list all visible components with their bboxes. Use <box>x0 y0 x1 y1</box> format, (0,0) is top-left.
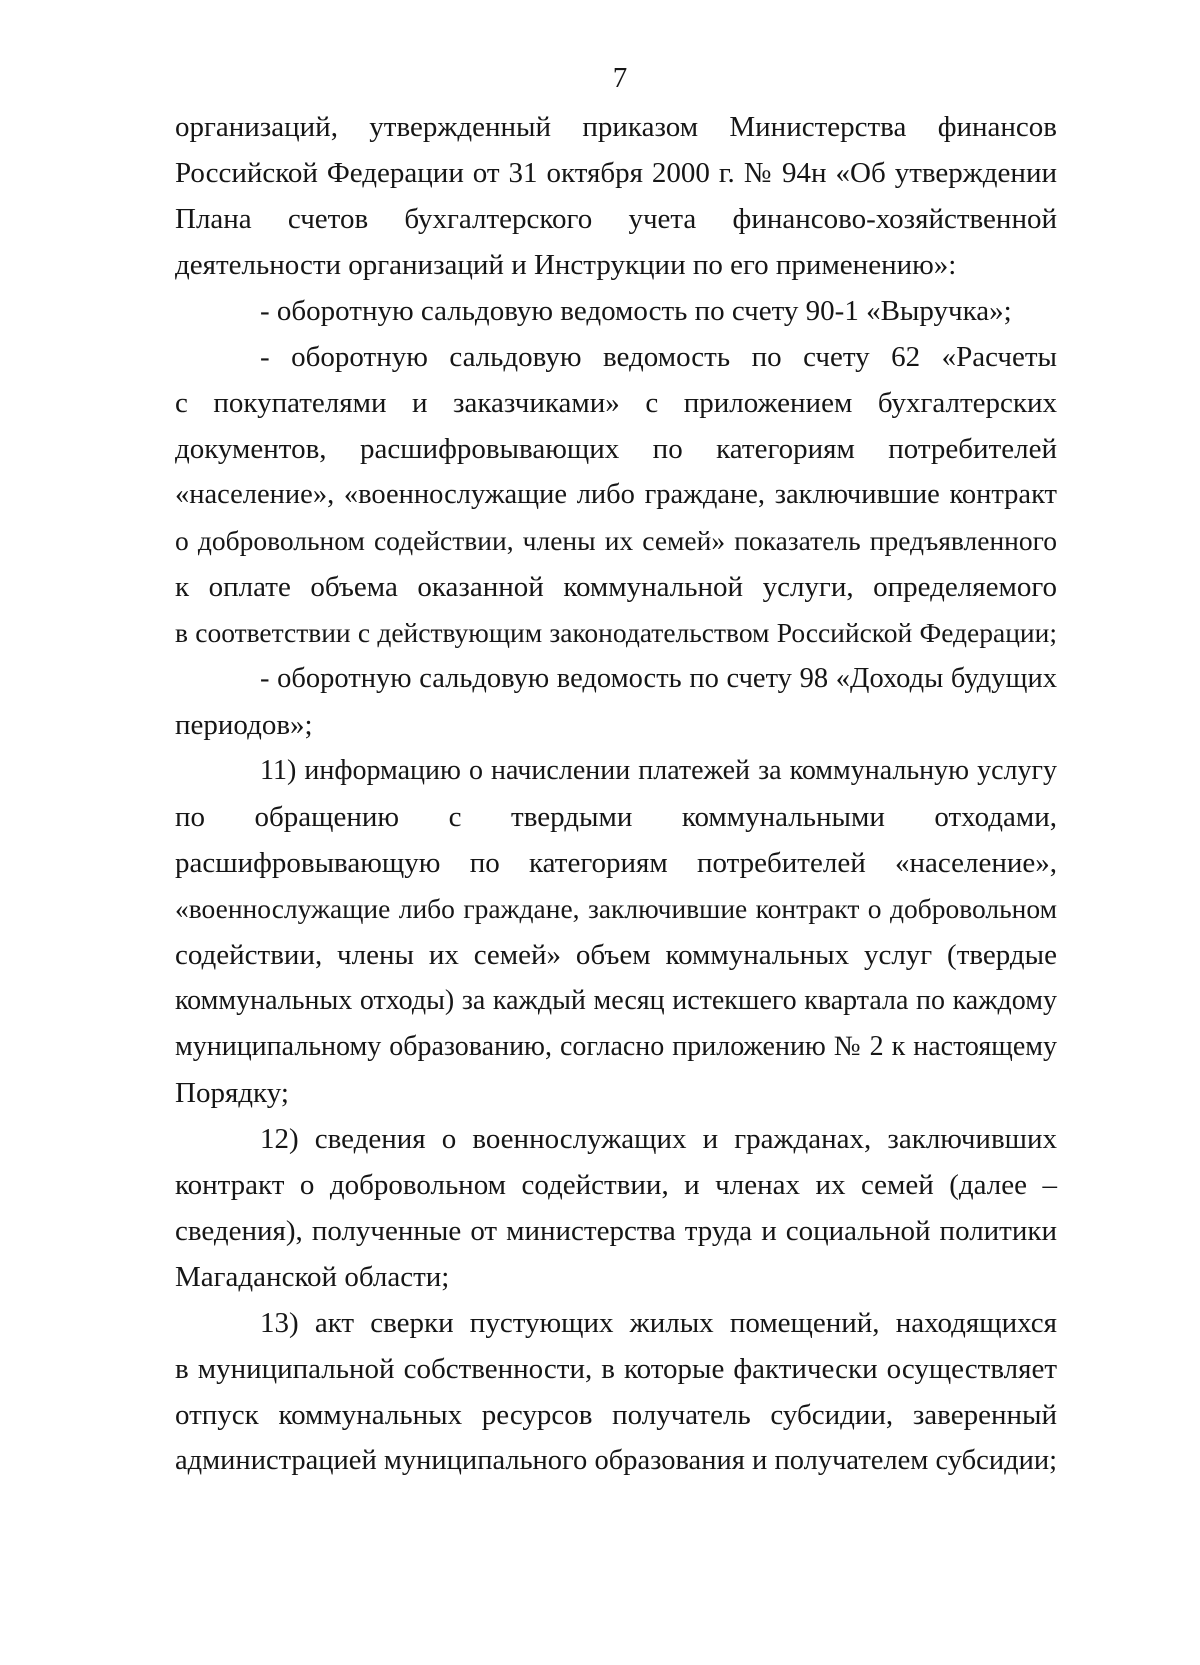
text-line: муниципальному образованию, согласно приложению № 2 к настоящему <box>175 1031 1057 1062</box>
text-line: к оплате объема оказанной коммунальной услуги, определяемого <box>175 571 1057 603</box>
text-line: коммунальных отходы) за каждый месяц истекшего квартала по каждому <box>175 985 1057 1016</box>
text-line: - оборотную сальдовую ведомость по счету 62 «Расчеты <box>260 341 1057 373</box>
text-line: о добровольном содействии, члены их семей» показатель предъявленного <box>175 525 1057 556</box>
text-line: - оборотную сальдовую ведомость по счету 98 «Доходы будущих <box>260 663 1057 694</box>
text-line: «население», «военнослужащие либо граждане, заключившие контракт <box>175 479 1057 510</box>
text-line: Магаданской области; <box>175 1261 450 1293</box>
text-line: отпуск коммунальных ресурсов получатель субсидии, заверенный <box>175 1399 1057 1431</box>
text-line: периодов»; <box>175 709 313 741</box>
text-line: сведения), полученные от министерства труда и социальной политики <box>175 1215 1057 1247</box>
page-number: 7 <box>612 62 628 94</box>
text-line: содействии, члены их семей» объем коммунальных услуг (твердые <box>175 939 1057 971</box>
text-line: Порядку; <box>175 1077 289 1109</box>
text-line: по обращению с твердыми коммунальными отходами, <box>175 801 1057 833</box>
text-line: 11) информацию о начислении платежей за коммунальную услугу <box>260 755 1057 786</box>
text-line: 12) сведения о военнослужащих и гражданах, заключивших <box>260 1123 1057 1155</box>
text-line: с покупателями и заказчиками» с приложением бухгалтерских <box>175 387 1057 419</box>
text-line: деятельности организаций и Инструкции по его применению»: <box>175 249 957 281</box>
text-line: 13) акт сверки пустующих жилых помещений, находящихся <box>260 1307 1057 1339</box>
text-line: в муниципальной собственности, в которые фактически осуществляет <box>175 1353 1057 1385</box>
text-line: Плана счетов бухгалтерского учета финансово-хозяйственной <box>175 203 1057 235</box>
text-line: администрацией муниципального образования и получателем субсидии; <box>175 1445 1057 1476</box>
text-line: в соответствии с действующим законодательством Российской Федерации; <box>175 617 1057 648</box>
text-line: документов, расшифровывающих по категориям потребителей <box>175 433 1057 465</box>
text-line: - оборотную сальдовую ведомость по счету 90-1 «Выручка»; <box>260 295 1012 327</box>
text-line: контракт о добровольном содействии, и членах их семей (далее – <box>175 1169 1057 1201</box>
text-line: расшифровывающую по категориям потребителей «население», <box>175 847 1057 879</box>
text-line: «военнослужащие либо граждане, заключившие контракт о добровольном <box>175 893 1057 924</box>
body-text <box>175 104 1057 1484</box>
text-line: организаций, утвержденный приказом Министерства финансов <box>175 111 1057 143</box>
text-line: Российской Федерации от 31 октября 2000 г. № 94н «Об утверждении <box>175 157 1057 189</box>
